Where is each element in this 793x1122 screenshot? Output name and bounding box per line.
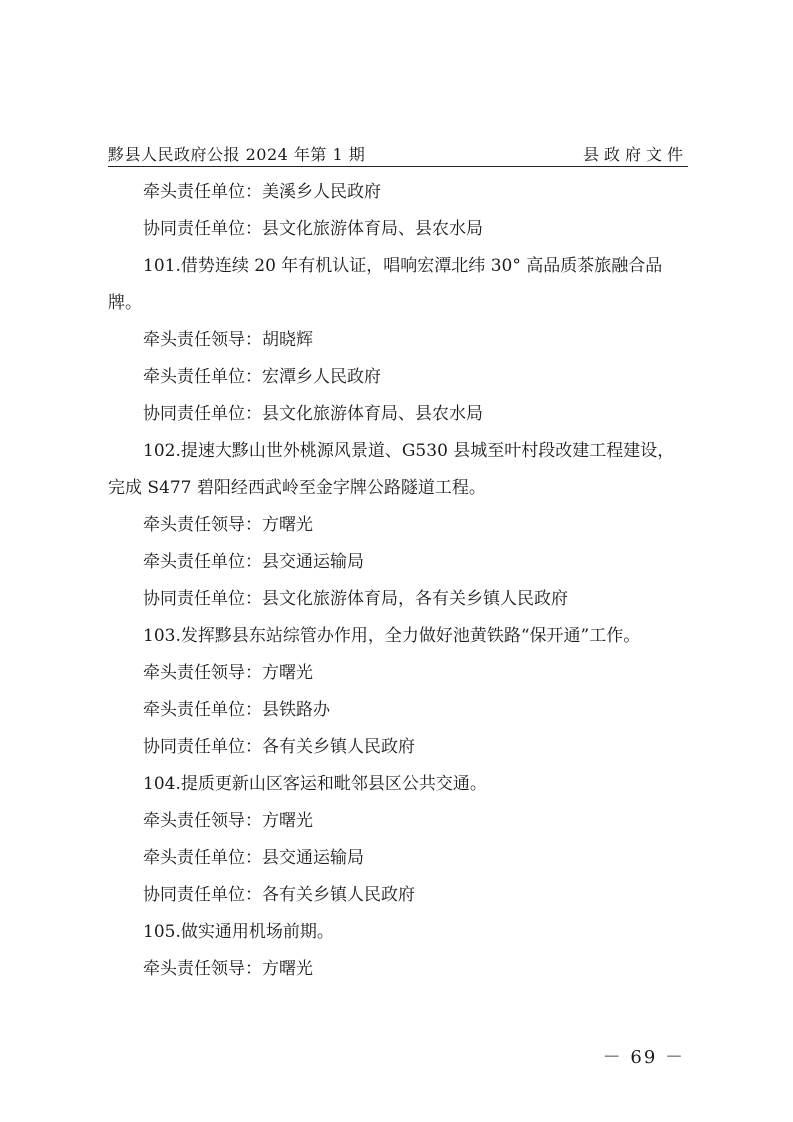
text-line: 103.发挥黟县东站综管办作用，全力做好池黄铁路“保开通”工作。 xyxy=(143,626,641,646)
text-line: 105.做实通用机场前期。 xyxy=(143,922,334,942)
text-line: 完成 S477 碧阳经西武岭至金字牌公路隧道工程。 xyxy=(108,478,486,498)
text-line: 协同责任单位：县文化旅游体育局、县农水局 xyxy=(143,219,483,239)
text-line: 牵头责任单位：县交通运输局 xyxy=(143,848,364,868)
page-number: － 69 － xyxy=(602,1047,685,1068)
text-line: 102.提速大黟山世外桃源风景道、G530 县城至叶村段改建工程建设， xyxy=(143,441,675,461)
text-line: 协同责任单位：各有关乡镇人民政府 xyxy=(143,737,415,757)
text-line: 牵头责任单位：美溪乡人民政府 xyxy=(143,182,381,202)
text-line: 104.提质更新山区客运和毗邻县区公共交通。 xyxy=(143,774,487,794)
text-line: 牵头责任领导：方曙光 xyxy=(143,663,313,683)
text-line: 牵头责任单位：县交通运输局 xyxy=(143,552,364,572)
text-line: 牵头责任领导：方曙光 xyxy=(143,515,313,535)
document-body xyxy=(108,174,693,988)
text-line: 牵头责任领导：方曙光 xyxy=(143,959,313,979)
text-line: 协同责任单位：各有关乡镇人民政府 xyxy=(143,885,415,905)
text-line: 牵头责任领导：方曙光 xyxy=(143,811,313,831)
text-line: 协同责任单位：县文化旅游体育局、县农水局 xyxy=(143,404,483,424)
text-line: 牌。 xyxy=(108,293,142,313)
section-title: 县政府文件 xyxy=(582,145,688,164)
publication-title: 黟县人民政府公报 2024 年第 1 期 xyxy=(108,145,366,164)
text-line: 协同责任单位：县文化旅游体育局，各有关乡镇人民政府 xyxy=(143,589,568,609)
text-line: 牵头责任单位：宏潭乡人民政府 xyxy=(143,367,381,387)
header-divider xyxy=(108,166,688,167)
text-line: 牵头责任单位：县铁路办 xyxy=(143,700,330,720)
text-line: 牵头责任领导：胡晓辉 xyxy=(143,330,313,350)
text-line: 101.借势连续 20 年有机认证，唱响宏潭北纬 30° 高品质茶旅融合品 xyxy=(143,256,663,276)
page-header xyxy=(108,138,688,168)
